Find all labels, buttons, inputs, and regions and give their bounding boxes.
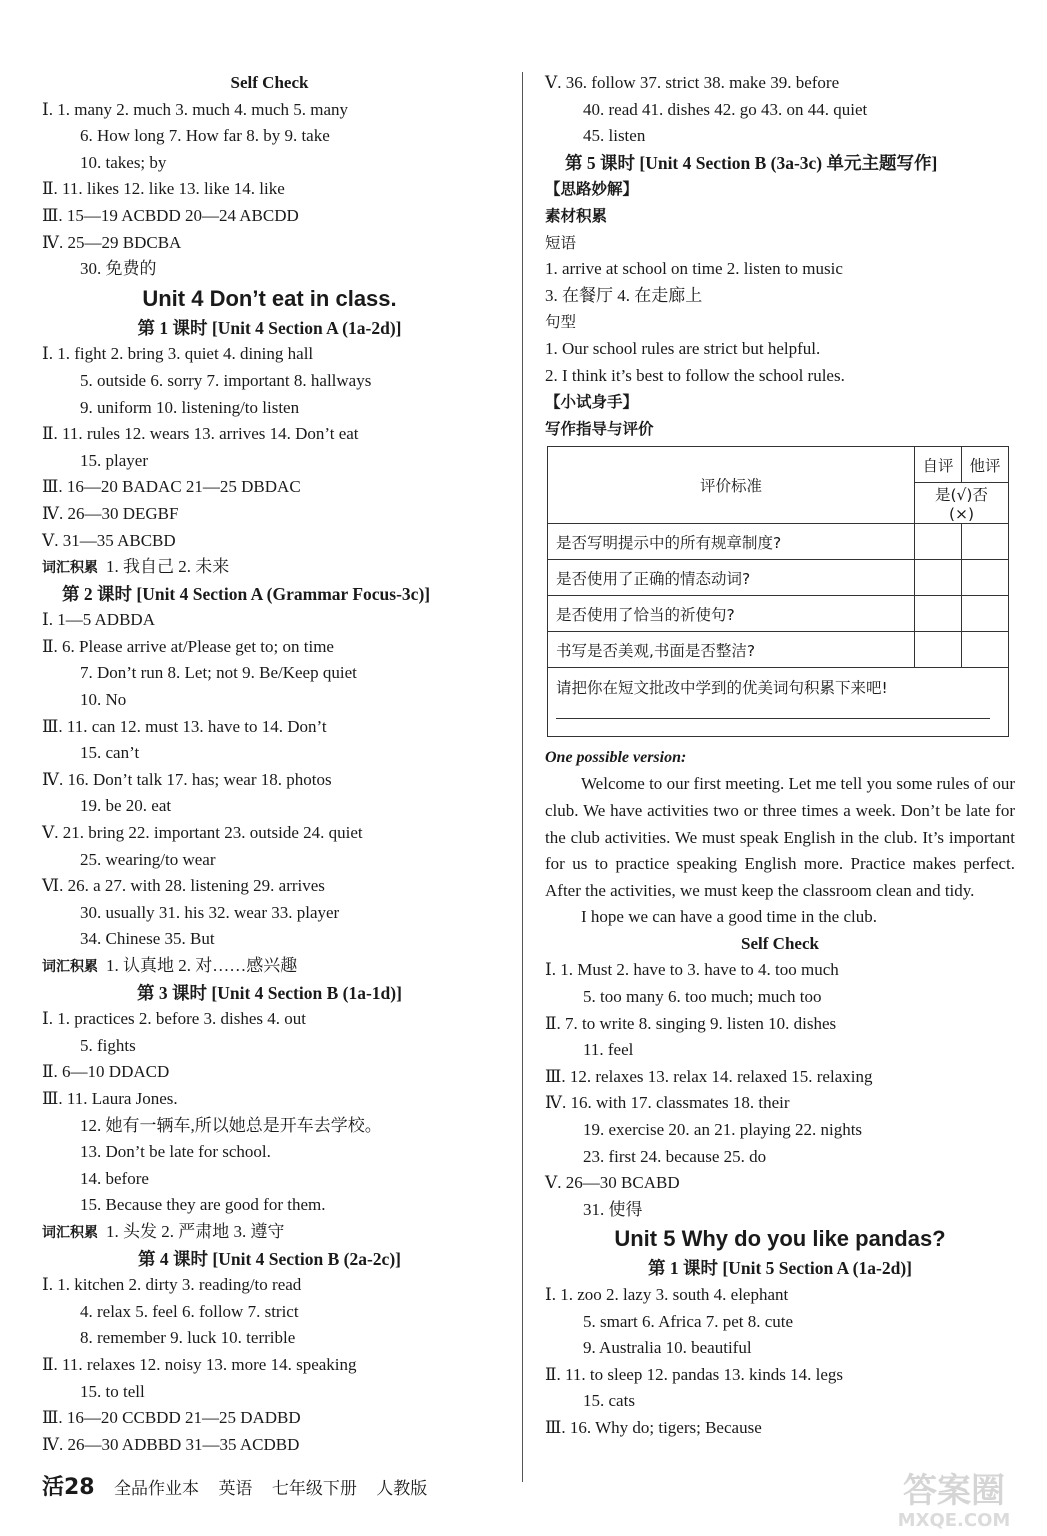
answer-line: Ⅱ. 11. to sleep 12. pandas 13. kinds 14. legs	[545, 1364, 844, 1384]
right-bottom-block	[545, 931, 1015, 1442]
essay-paragraph: Welcome to our first meeting. Let me tell you some rules of our club. We have activities two or three times a week. Don’t be late for the club activities. We must speak English in the club. It’s important for us to practice speaking English more. Practice makes perfect. After the activities, we must keep the classroom clean and tidy.	[545, 774, 1015, 900]
answer-line: Ⅰ. 1. kitchen 2. dirty 3. reading/to read	[42, 1275, 302, 1295]
answer-line: Ⅴ. 31—35 ABCBD	[42, 530, 176, 550]
answer-line: 2. I think it’s best to follow the school rules.	[545, 365, 845, 385]
answer-line: Ⅰ. 1. Must 2. have to 3. have to 4. too much	[545, 960, 839, 980]
answer-line: Ⅱ. 7. to write 8. singing 9. listen 10. dishes	[545, 1013, 837, 1033]
answer-line: Ⅱ. 6. Please arrive at/Please get to; on time	[42, 636, 334, 656]
section-label: 短语	[545, 233, 577, 252]
answer-line: Ⅲ. 16—20 CCBDD 21—25 DADBD	[42, 1408, 301, 1428]
eval-self: 自评	[915, 447, 962, 483]
lesson-heading: 第 1 课时 [Unit 5 Section A (1a-2d)]	[648, 1258, 912, 1279]
answer-line: 13. Don’t be late for school.	[80, 1142, 271, 1162]
answer-line: 4. relax 5. feel 6. follow 7. strict	[80, 1301, 299, 1321]
answer-line: 15. player	[80, 450, 148, 470]
page-number: 活28	[42, 1475, 95, 1500]
answer-line: 34. Chinese 35. But	[80, 929, 215, 949]
essay-paragraph: I hope we can have a good time in the club.	[581, 907, 877, 927]
answer-line: Ⅰ. 1. many 2. much 3. much 4. much 5. many	[42, 99, 349, 119]
right-column	[545, 70, 1015, 1442]
right-top-block	[545, 70, 1015, 442]
section-label: 【思路妙解】	[545, 180, 639, 199]
answer-line: Ⅴ. 26—30 BCABD	[545, 1173, 680, 1193]
essay-text	[545, 771, 1015, 931]
answer-line: 45. listen	[583, 126, 646, 146]
watermark-text: 答案圈	[903, 1471, 1005, 1511]
answer-line: Ⅳ. 26—30 DEGBF	[42, 503, 179, 523]
answer-line: 5. outside 6. sorry 7. important 8. hallways	[80, 370, 372, 390]
answer-line: 9. Australia 10. beautiful	[583, 1338, 752, 1358]
vocab-accumulation	[42, 554, 497, 581]
vocab-text: 1. 头发 2. 严肃地 3. 遵守	[106, 1221, 285, 1241]
answer-line: 30. 免费的	[80, 259, 157, 279]
series-name: 全品作业本	[114, 1479, 200, 1499]
answer-line: Ⅲ. 16—20 BADAC 21—25 DBDAC	[42, 477, 301, 497]
answer-line: Ⅰ. 1. fight 2. bring 3. quiet 4. dining hall	[42, 344, 314, 364]
answer-line: Ⅲ. 11. Laura Jones.	[42, 1088, 178, 1108]
answer-line: 8. remember 9. luck 10. terrible	[80, 1328, 296, 1348]
answer-line: 31. 使得	[583, 1199, 643, 1219]
answer-line: Ⅴ. 21. bring 22. important 23. outside 24. quiet	[42, 823, 363, 843]
eval-row: 是否使用了恰当的祈使句?	[548, 596, 915, 632]
evaluation-table	[547, 446, 1009, 737]
vocab-accumulation	[42, 953, 497, 980]
answer-line: 1. arrive at school on time 2. listen to music	[545, 259, 843, 279]
grade: 七年级下册	[271, 1479, 357, 1499]
answer-line: Ⅰ. 1. zoo 2. lazy 3. south 4. elephant	[545, 1285, 789, 1304]
answer-line: 19. be 20. eat	[80, 796, 172, 816]
vocab-text: 1. 我自己 2. 未来	[106, 557, 230, 577]
eval-row: 是否使用了正确的情态动词?	[548, 560, 915, 596]
answer-line: Ⅲ. 12. relaxes 13. relax 14. relaxed 15. relaxing	[545, 1066, 873, 1086]
section-label: 素材积累	[545, 206, 608, 225]
answer-line: 10. takes; by	[80, 152, 167, 172]
answer-line: Ⅱ. 11. relaxes 12. noisy 13. more 14. speaking	[42, 1354, 357, 1374]
subject: 英语	[218, 1479, 253, 1499]
answer-line: Ⅱ. 6—10 DDACD	[42, 1062, 170, 1082]
vocab-tag: 词汇积累	[42, 959, 98, 975]
answer-line: Ⅲ. 15—19 ACBDD 20—24 ABCDD	[42, 205, 299, 225]
left-column	[42, 70, 497, 1458]
answer-line: 40. read 41. dishes 42. go 43. on 44. quiet	[583, 99, 868, 119]
answer-line: 15. can’t	[80, 743, 140, 763]
answer-line: 30. usually 31. his 32. wear 33. player	[80, 902, 340, 922]
answer-line: 1. Our school rules are strict but helpful.	[545, 338, 821, 358]
answer-line: 23. first 24. because 25. do	[583, 1146, 767, 1166]
answer-line: 5. too many 6. too much; much too	[583, 987, 822, 1007]
lesson-heading: 第 4 课时 [Unit 4 Section B (2a-2c)]	[138, 1248, 401, 1269]
lesson-heading: 第 5 课时 [Unit 4 Section B (3a-3c) 单元主题写作]	[565, 152, 938, 173]
vocab-tag: 词汇积累	[42, 1224, 98, 1241]
answer-line: 15. to tell	[80, 1381, 145, 1401]
answer-line: 3. 在餐厅 4. 在走廊上	[545, 285, 703, 305]
answer-line: Ⅱ. 11. likes 12. like 13. like 14. like	[42, 179, 285, 199]
answer-line: 15. Because they are good for them.	[80, 1195, 326, 1215]
eval-row: 书写是否美观,书面是否整洁?	[548, 632, 915, 668]
lesson-heading: 第 1 课时 [Unit 4 Section A (1a-2d)]	[137, 317, 402, 338]
unit-title: Unit 5 Why do you like pandas?	[614, 1226, 946, 1252]
eval-row: 是否写明提示中的所有规章制度?	[548, 524, 915, 560]
eval-yes-no: 是(√)否(×)	[915, 483, 1009, 524]
answer-line: 7. Don’t run 8. Let; not 9. Be/Keep quiet	[80, 663, 357, 683]
answer-line: 11. feel	[583, 1040, 634, 1060]
watermark-logo	[879, 1462, 1029, 1532]
vocab-tag: 词汇积累	[42, 560, 98, 577]
vocab-accumulation	[42, 1219, 497, 1246]
lesson-heading: 第 3 课时 [Unit 4 Section B (1a-1d)]	[137, 982, 402, 1003]
lesson-heading: 第 2 课时 [Unit 4 Section A (Grammar Focus-3c)]	[62, 583, 431, 604]
section-label: 句型	[545, 313, 577, 332]
edition: 人教版	[376, 1479, 428, 1499]
answer-line: 6. How long 7. How far 8. by 9. take	[80, 126, 330, 146]
answer-line: Ⅲ. 11. can 12. must 13. have to 14. Don’t	[42, 716, 327, 736]
eval-footer: 请把你在短文批改中学到的优美词句积累下来吧!	[548, 668, 1009, 737]
answer-line: Ⅰ. 1—5 ADBDA	[42, 610, 155, 630]
watermark-domain: MXQE.COM	[897, 1510, 1011, 1531]
answer-line: Ⅵ. 26. a 27. with 28. listening 29. arrives	[42, 876, 325, 896]
self-check-heading: Self Check	[230, 73, 309, 92]
unit-title: Unit 4 Don’t eat in class.	[142, 285, 397, 311]
page-footer	[42, 1470, 441, 1501]
answer-line: 14. before	[80, 1168, 149, 1188]
self-check-heading: Self Check	[741, 933, 819, 953]
answer-line: Ⅰ. 1. practices 2. before 3. dishes 4. out	[42, 1009, 307, 1029]
answer-line: Ⅳ. 25—29 BDCBA	[42, 232, 182, 252]
answer-line: Ⅳ. 16. Don’t talk 17. has; wear 18. photos	[42, 769, 332, 789]
eval-peer: 他评	[962, 447, 1009, 483]
answer-line: 12. 她有一辆车,所以她总是开车去学校。	[80, 1115, 382, 1135]
answer-line: Ⅲ. 16. Why do; tigers; Because	[545, 1417, 762, 1437]
section-label: 【小试身手】	[545, 393, 639, 412]
answer-line: 5. fights	[80, 1035, 136, 1055]
answer-line: 25. wearing/to wear	[80, 849, 216, 869]
column-divider	[522, 72, 523, 1482]
answer-line: Ⅴ. 36. follow 37. strict 38. make 39. before	[545, 73, 840, 92]
vocab-text: 1. 认真地 2. 对……感兴趣	[106, 956, 298, 975]
eval-header: 评价标准	[548, 447, 915, 524]
answer-line: 10. No	[80, 690, 127, 710]
answer-line: 15. cats	[583, 1391, 635, 1411]
answer-line: 9. uniform 10. listening/to listen	[80, 397, 300, 417]
answer-line: Ⅳ. 26—30 ADBBD 31—35 ACDBD	[42, 1434, 300, 1454]
essay-label: One possible version:	[545, 749, 687, 767]
section-label: 写作指导与评价	[545, 419, 654, 438]
answer-line: Ⅳ. 16. with 17. classmates 18. their	[545, 1093, 790, 1113]
answer-line: 19. exercise 20. an 21. playing 22. nights	[583, 1120, 863, 1140]
answer-line: Ⅱ. 11. rules 12. wears 13. arrives 14. Don’t eat	[42, 424, 359, 444]
answer-line: 5. smart 6. Africa 7. pet 8. cute	[583, 1311, 794, 1331]
